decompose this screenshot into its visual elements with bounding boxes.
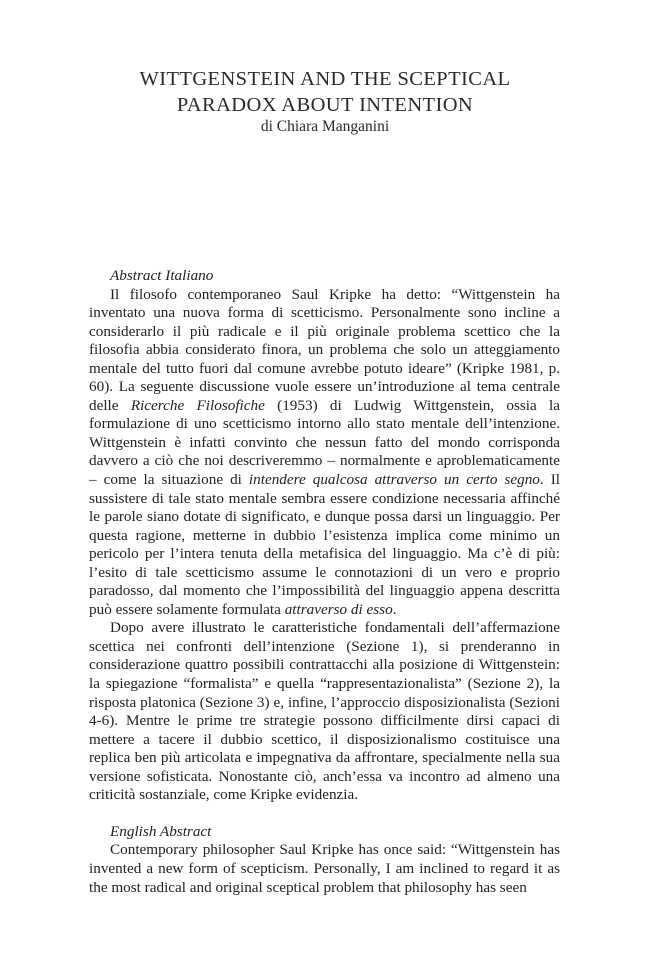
paper-title [0, 66, 650, 118]
it-p1-book-title: Ricerche Filosofiche [130, 396, 265, 414]
italian-abstract-paragraph-2: Dopo avere illustrato le caratteristiche fondamentali dell’affermazione scettica nei confronti dell’intenzione (Sezione 1), si prenderanno in considerazione quattro possibili contrattacchi alla posizione di Wittgenstein: la spiegazione “formalista” e quella “rappresentazionalista” (Sezione 2), la risposta platonica (Sezione 3) e, infine, l’approccio disposizionalista (Sezioni 4-6). Mentre le prime tre strategie possono difficilmente dirsi capaci di mettere a tacere il dubbio scettico, il disposizionalismo costituisce una replica ben più articolata e impegnativa da affrontare, specialmente nella sua versione sofisticata. Nonostante ciò, anch’essa va incontro ad almeno una criticità sostanziale, come Kripke evidenzia. [89, 619, 560, 804]
title-line-2: PARADOX ABOUT INTENTION [176, 94, 474, 116]
title-line-1: WITTGENSTEIN AND THE SCEPTICAL [139, 68, 511, 90]
it-p1-text-e: . Il sussistere di tale stato mentale sembra essere condizione necessaria affinché le parole siano dotate di significato, e dunque possa darsi un linguaggio. Per questa ragione, metterne in dubbio l’esistenza implica come minimo un pericolo per l’intera tenuta della metafisica del linguaggio. Ma c’è di più: l’esito di tale scetticismo assume le connotazioni di un vero e proprio paradosso, dal momento che l’impossibilità del linguaggio appena descritta può essere solamente formulata [89, 471, 560, 618]
italian-abstract-paragraph-1 [89, 286, 560, 620]
it-p1-emphasis-1: intendere qualcosa attraverso un certo segno [248, 471, 540, 489]
english-abstract-heading: English Abstract [110, 822, 212, 840]
it-p1-text-g: . [392, 600, 397, 618]
italian-abstract-heading: Abstract Italiano [110, 267, 214, 284]
it-p1-emphasis-2: attraverso di esso [284, 600, 393, 618]
english-abstract-paragraph-1: Contemporary philosopher Saul Kripke has once said: “Wittgenstein has invented a new form of scepticism. Personally, I am inclined to regard it as the most radical and original sceptical problem that philosophy has seen [89, 841, 560, 896]
abstract-body [89, 267, 560, 897]
it-p1-text-c: (1953) di Ludwig Wittgenstein, ossia la formulazione di uno scetticismo intorno allo stato mentale dell’intenzione. Wittgenstein è infatti convinto che nessun fatto del mondo corrisponda davvero a ciò che noi descriveremmo – normalmente e aproblematicamente – come la situazione di [89, 396, 561, 489]
it-p1-text-a: Il filosofo contemporaneo Saul Kripke ha detto: “Wittgenstein ha inventato una nuova forma di scetticismo. Personalmente sono incline a considerarlo il più radicale e il più originale problema scettico che la filosofia abbia considerato finora, un problema che solo un atteggiamento mentale del tutto fuori dal comune avrebbe potuto ideare” (Kripke 1981, p. 60). La seguente discussione vuole essere un’introduzione al tema centrale delle [89, 285, 560, 414]
author-byline: di Chiara Manganini [260, 118, 390, 135]
section-spacer [89, 805, 560, 823]
